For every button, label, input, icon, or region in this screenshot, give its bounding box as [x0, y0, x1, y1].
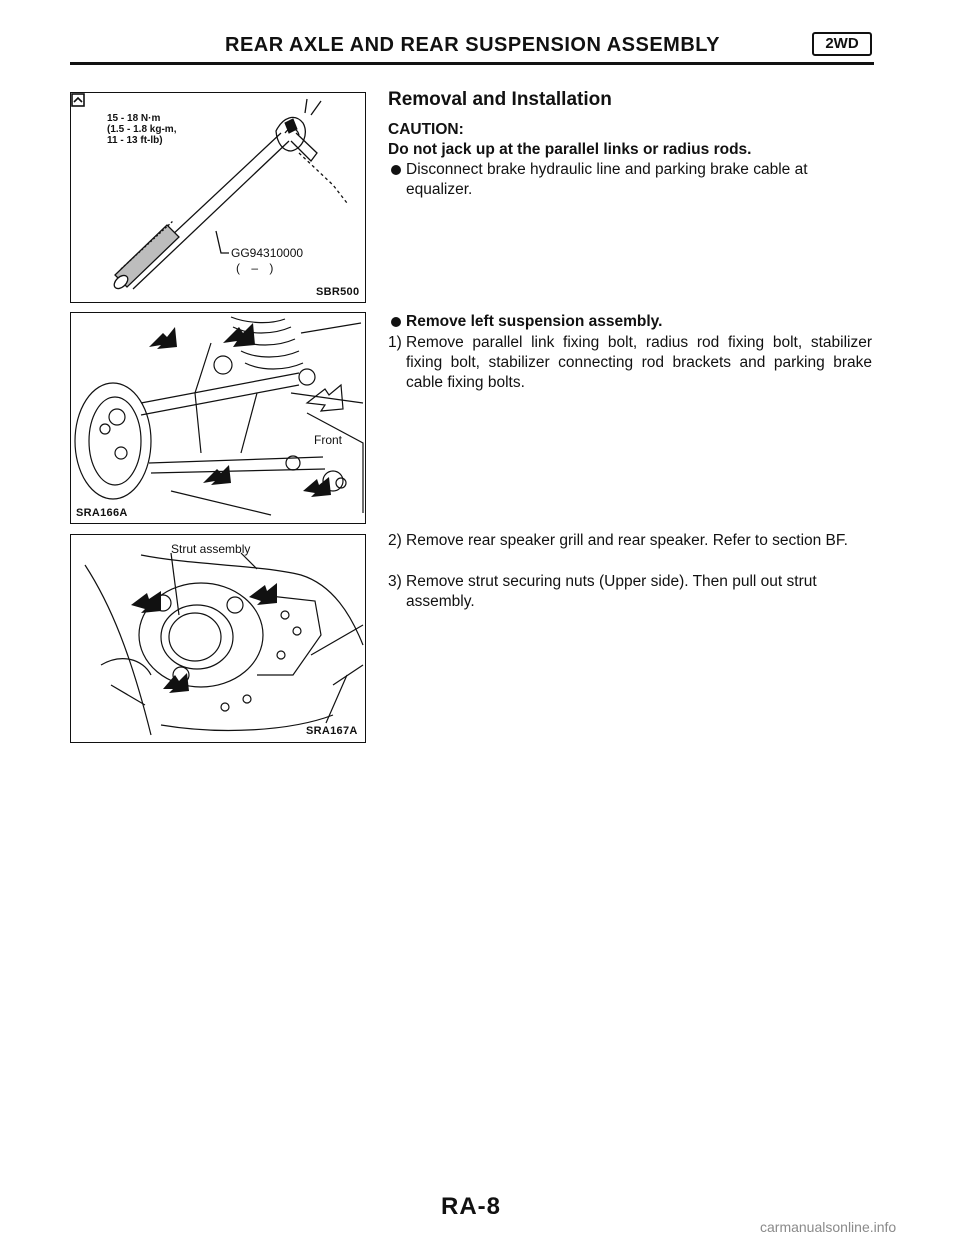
tool-number: GG94310000: [231, 246, 304, 260]
tool-number-alt: ( – ): [236, 261, 278, 275]
instruction-remove-left-suspension: Remove left suspension assembly.: [406, 313, 663, 330]
figure-code: SRA166A: [73, 506, 131, 520]
instruction-step-1: Remove parallel link fixing bolt, radius rod fixing bolt, stabilizer fixing bolt, stabilizer connecting rod brackets and parking brake cable fixing bolts.: [406, 334, 872, 391]
caution-label: CAUTION:: [388, 121, 464, 138]
suspension-illustration: [71, 313, 366, 524]
figure-suspension-bolts: [70, 312, 366, 524]
strut-mount-illustration: [71, 535, 366, 743]
torque-line: 15 - 18 N·m: [107, 113, 161, 124]
figure-strut-assembly: [70, 534, 366, 743]
torque-line: (1.5 - 1.8 kg-m,: [107, 124, 177, 135]
instruction-step-2: Remove rear speaker grill and rear speaker. Refer to section BF.: [406, 532, 848, 549]
page-number: RA-8: [441, 1193, 502, 1220]
instruction-disconnect-brake: Disconnect brake hydraulic line and parking brake cable at equalizer.: [406, 161, 808, 198]
strut-assembly-label: Strut assembly: [171, 542, 251, 556]
bullet-dot: [391, 317, 401, 327]
figure-code: SRA167A: [303, 724, 361, 738]
figure-code: SBR500: [313, 285, 362, 299]
caution-text: Do not jack up at the parallel links or radius rods.: [388, 141, 752, 158]
figure-torque-wrench: [70, 92, 366, 303]
watermark: carmanualsonline.info: [760, 1219, 897, 1235]
step-number: 2): [388, 532, 402, 549]
section-title: Removal and Installation: [388, 89, 612, 110]
step-number: 1): [388, 334, 402, 351]
page-title: REAR AXLE AND REAR SUSPENSION ASSEMBLY: [225, 34, 720, 56]
step-number: 3): [388, 573, 402, 590]
page-header: [70, 30, 874, 66]
bullet-dot: [391, 165, 401, 175]
torque-spec: [107, 113, 176, 146]
instruction-step-3: Remove strut securing nuts (Upper side). Then pull out strut assembly.: [406, 573, 817, 610]
torque-icon: [71, 93, 85, 107]
torque-line: 11 - 13 ft-lb): [107, 135, 163, 146]
header-rule: [70, 62, 874, 65]
front-direction-label: Front: [314, 433, 343, 447]
drive-type-badge: 2WD: [812, 32, 872, 56]
